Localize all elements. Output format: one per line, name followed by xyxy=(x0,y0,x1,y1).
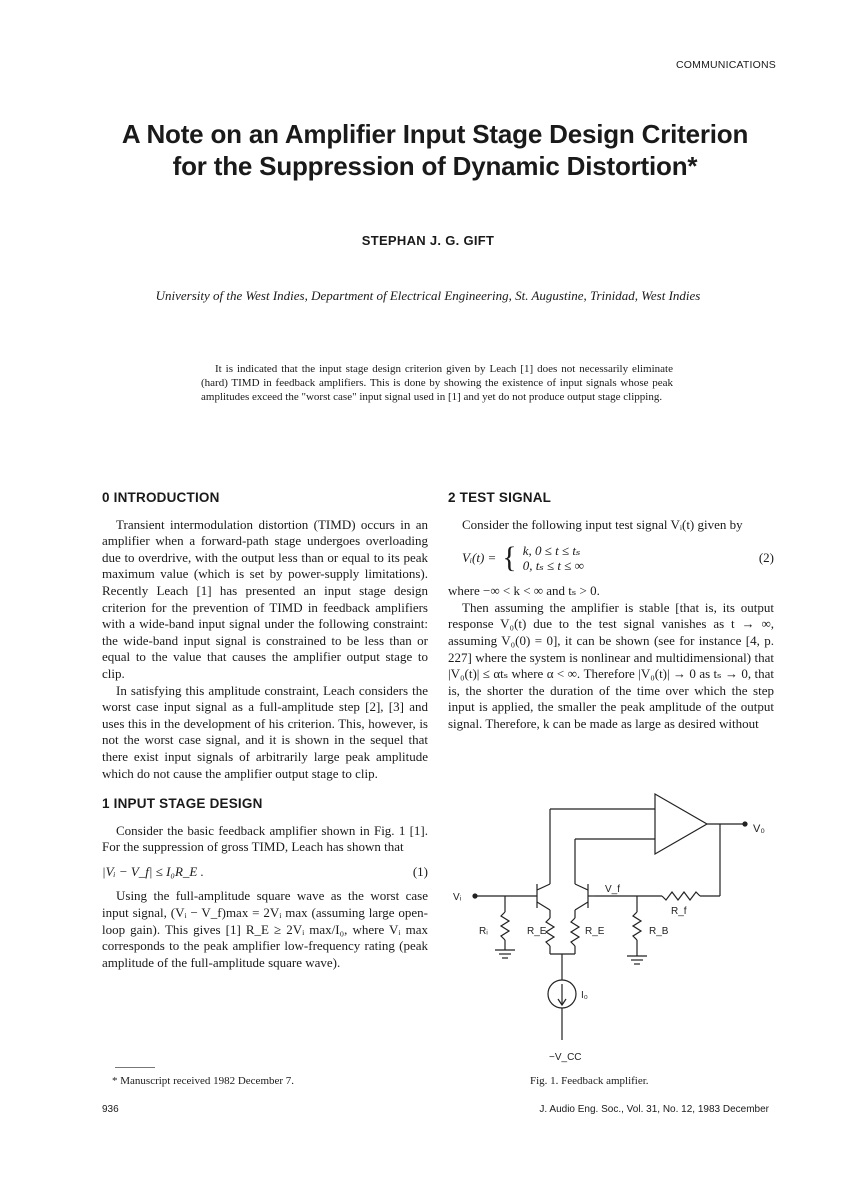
resistor-ri xyxy=(501,912,509,940)
equation-2-row-1: k, 0 ≤ t ≤ tₛ xyxy=(522,543,581,559)
intro-paragraph-1: Transient intermodulation distortion (TIMD) occurs in an amplifier when a forward-path stage undergoes overloading due to overdrive, with the output less than or equal to its peak maximum value (which is set by power-supply limitations). Recently Leach [1] has presented an input stage design criterion for the prevention of TIMD in feedback amplifiers with a wide-band input signal under the following constraint: the wide-band input signal is constrained to be less than or equal to the value that causes the amplifier output stage to clip. xyxy=(102,516,428,681)
abstract: It is indicated that the input stage design criterion given by Leach [1] does not necessarily eliminate (hard) TIMD in feedback amplifiers. This is done by showing the existence of input signals whose peak amplitudes exceed the "worst case" input signal used in [1] and yet do not produce output stage clipping. xyxy=(201,363,673,403)
equation-1-body: |Vᵢ − V_f| ≤ I₀R_E . xyxy=(102,863,204,879)
output-node xyxy=(743,822,747,826)
journal-citation: J. Audio Eng. Soc., Vol. 31, No. 12, 1983 December xyxy=(539,1104,769,1115)
design-paragraph-2: Using the full-amplitude square wave as the worst case input signal, (Vᵢ − V_f)max = 2Vᵢ max (assuming large open-loop gain). This gives [1] R_E ≥ 2Vᵢ max/I₀, where Vᵢ max corresponds to the peak amplifier low-frequency rating (peak amplitude of the full-amplitude square wave). xyxy=(102,888,428,970)
label-rf: R_f xyxy=(671,906,687,917)
resistor-rb xyxy=(633,912,641,940)
intro-paragraph-2: In satisfying this amplitude constraint, Leach considers the worst case input signal as a full-amplitude step [2], [3] and uses this in the development of his criterion. This, however, is not the worst case signal, and it is shown in the sequel that there exist input signals of arbitrarily large peak amplitude which do not cause the amplifier output stage to clip. xyxy=(102,682,428,781)
running-head: COMMUNICATIONS xyxy=(675,59,776,71)
equation-2-where: where −∞ < k < ∞ and tₛ > 0. xyxy=(448,583,600,599)
equation-2-number: (2) xyxy=(758,549,774,565)
title-line-2: for the Suppression of Dynamic Distortion* xyxy=(172,151,698,181)
left-column xyxy=(102,490,428,971)
equation-1 xyxy=(102,864,428,881)
resistor-re2 xyxy=(571,918,579,946)
equation-2-lhs: Vᵢ(t) = xyxy=(462,549,497,565)
affiliation: University of the West Indies, Department of Electrical Engineering, St. Augustine, Trinidad, West Indies xyxy=(155,288,701,303)
title-line-1: A Note on an Amplifier Input Stage Design Criterion xyxy=(121,119,749,149)
label-rb: R_B xyxy=(649,926,669,937)
right-column xyxy=(448,490,774,733)
section-heading-test-signal: 2 TEST SIGNAL xyxy=(448,490,552,505)
author: STEPHAN J. G. GIFT xyxy=(361,233,495,248)
transistor-2-emitter xyxy=(575,902,588,910)
label-io: I₀ xyxy=(581,990,588,1001)
label-vcc: −V_CC xyxy=(549,1052,582,1063)
equation-1-number: (1) xyxy=(412,863,428,879)
resistor-re1 xyxy=(546,918,554,946)
equation-2 xyxy=(462,543,774,573)
op-amp-symbol xyxy=(655,794,707,854)
label-vi: Vᵢ xyxy=(453,892,462,903)
equation-2-row-2: 0, tₛ ≤ t ≤ ∞ xyxy=(522,558,584,574)
figure-caption: Fig. 1. Feedback amplifier. xyxy=(530,1075,649,1087)
transistor-2-collector xyxy=(575,884,588,890)
label-ri: Rᵢ xyxy=(479,926,488,937)
test-paragraph-1: Consider the following input test signal Vᵢ(t) given by xyxy=(462,516,743,532)
design-paragraph-1: Consider the basic feedback amplifier shown in Fig. 1 [1]. For the suppression of gross TIMD, Leach has shown that xyxy=(102,822,428,855)
section-heading-introduction: 0 INTRODUCTION xyxy=(102,490,220,505)
section-heading-input-stage-design: 1 INPUT STAGE DESIGN xyxy=(102,796,263,812)
paper-title xyxy=(60,118,810,182)
resistor-rf xyxy=(662,892,700,900)
test-paragraph-2: Then assuming the amplifier is stable [that is, its output response V₀(t) due to the test signal vanishes as t → ∞, assuming V₀(0) = 0], it can be shown (see for instance [4, p. 227] where the system is nonlinear and multidimensional) that |V₀(t)| ≤ αtₛ where α < ∞. Therefore |V₀(t)| → 0 as tₛ → 0, that is, the shorter the duration of the time over which the step input is applied, the smaller the peak amplitude of the output signal. Therefore, k can be made as large as desired without xyxy=(448,599,774,731)
label-vo: V₀ xyxy=(753,823,765,835)
transistor-1-emitter xyxy=(537,902,550,910)
brace-icon: { xyxy=(502,541,517,575)
transistor-1-collector xyxy=(537,884,550,890)
page-number: 936 xyxy=(102,1104,119,1115)
footnote: * Manuscript received 1982 December 7. xyxy=(112,1075,295,1087)
footnote-rule xyxy=(115,1067,155,1068)
label-re2: R_E xyxy=(585,926,605,937)
label-vf: V_f xyxy=(605,884,621,895)
label-re1: R_E xyxy=(527,926,547,937)
feedback-amplifier-figure xyxy=(445,784,775,1074)
